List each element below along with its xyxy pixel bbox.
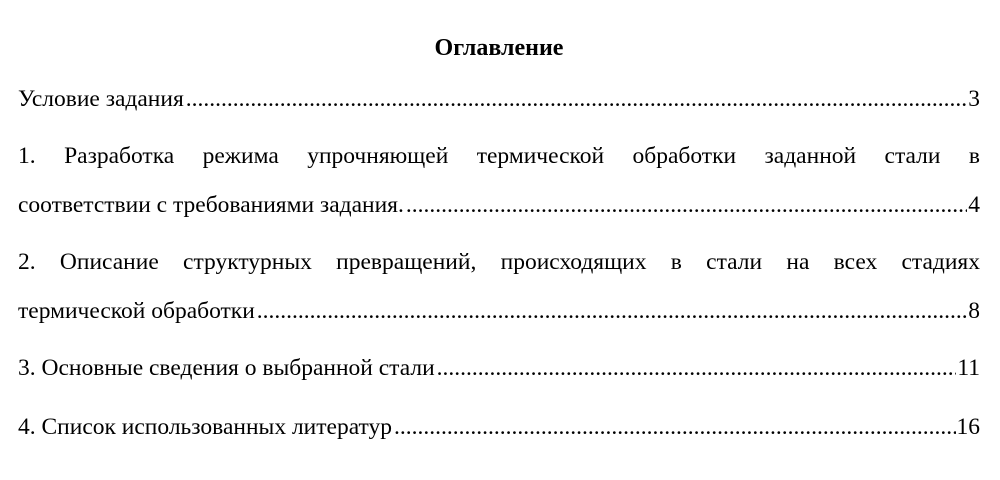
toc-entry-2-line-1[interactable]: 2. Описание структурных превращений, происходящих в стали на всех стадиях xyxy=(18,249,980,275)
toc-entry-title: Условие задания xyxy=(18,86,184,112)
toc-entry-title: 4. Список использованных литератур xyxy=(18,414,392,440)
dot-leader xyxy=(406,191,967,219)
toc-entry-1-line-1[interactable]: 1. Разработка режима упрочняющей термической обработки заданной стали в xyxy=(18,143,980,169)
toc-entry-1-line-2[interactable] xyxy=(18,191,980,219)
toc-entry-3[interactable] xyxy=(18,354,980,382)
dot-leader xyxy=(394,413,956,441)
toc-entry-2-line-2[interactable] xyxy=(18,297,980,325)
toc-entry-page: 8 xyxy=(968,298,980,324)
toc-entry-title: соответствии с требованиями задания. xyxy=(18,192,404,218)
dot-leader xyxy=(186,85,967,113)
toc-heading: Оглавление xyxy=(434,35,564,61)
toc-entry-4[interactable] xyxy=(18,413,980,441)
toc-entry-page: 11 xyxy=(957,355,980,381)
toc-entry-page: 16 xyxy=(956,414,980,440)
toc-entry-page: 3 xyxy=(968,86,980,112)
toc-entry-page: 4 xyxy=(968,192,980,218)
toc-entry-title: 3. Основные сведения о выбранной стали xyxy=(18,355,435,381)
dot-leader xyxy=(437,354,957,382)
toc-entry-title: термической обработки xyxy=(18,298,255,324)
table-of-contents xyxy=(18,0,980,480)
toc-entry-conditions[interactable] xyxy=(18,85,980,113)
dot-leader xyxy=(257,297,967,325)
